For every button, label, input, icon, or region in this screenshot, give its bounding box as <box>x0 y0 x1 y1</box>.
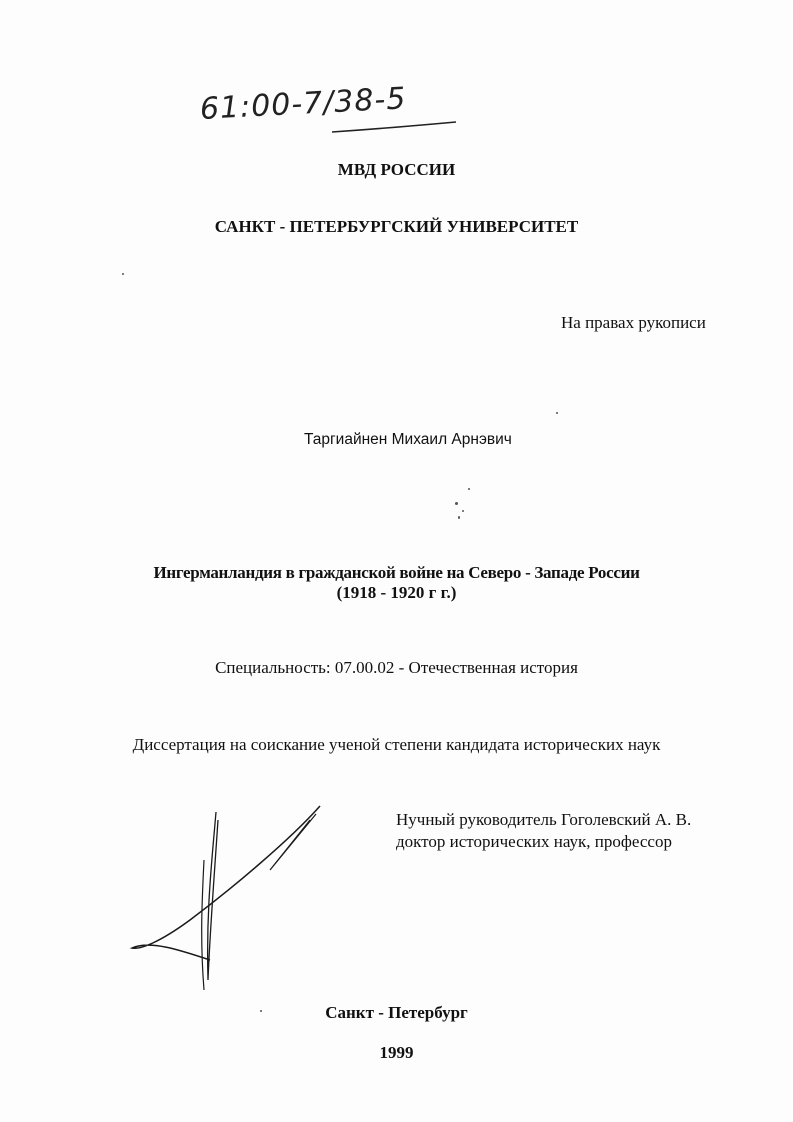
specialty-line: Специальность: 07.00.02 - Отечественная история <box>215 658 578 677</box>
scan-speck <box>468 488 470 490</box>
university-heading: САНКТ - ПЕТЕРБУРГСКИЙ УНИВЕРСИТЕТ <box>214 217 579 236</box>
dissertation-title-line2: (1918 - 1920 г г.) <box>336 583 457 602</box>
dissertation-note: Диссертация на соискание ученой степени кандидата исторических наук <box>132 735 661 754</box>
supervisor-line1: Нучный руководитель Гоголевский А. В. <box>396 810 692 829</box>
scan-speck <box>122 273 124 275</box>
author-name: Таргиайнен Михаил Арнэвич <box>304 431 512 448</box>
archive-code-underline <box>330 118 460 138</box>
supervisor-line2: доктор исторических наук, профессор <box>396 832 672 851</box>
scan-speck <box>458 516 460 519</box>
handwritten-archive-code: 61:00-7/38-5 <box>199 81 408 127</box>
year: 1999 <box>379 1043 414 1062</box>
city: Санкт - Петербург <box>325 1003 468 1022</box>
manuscript-note: На правах рукописи <box>561 313 706 332</box>
signature <box>120 800 340 1000</box>
ministry-heading: МВД РОССИИ <box>337 160 456 179</box>
scan-speck <box>556 412 558 414</box>
scan-speck <box>455 502 458 505</box>
scan-speck <box>462 510 464 512</box>
dissertation-title-line1: Ингерманландия в гражданской войне на Северо - Западе России <box>153 563 640 582</box>
